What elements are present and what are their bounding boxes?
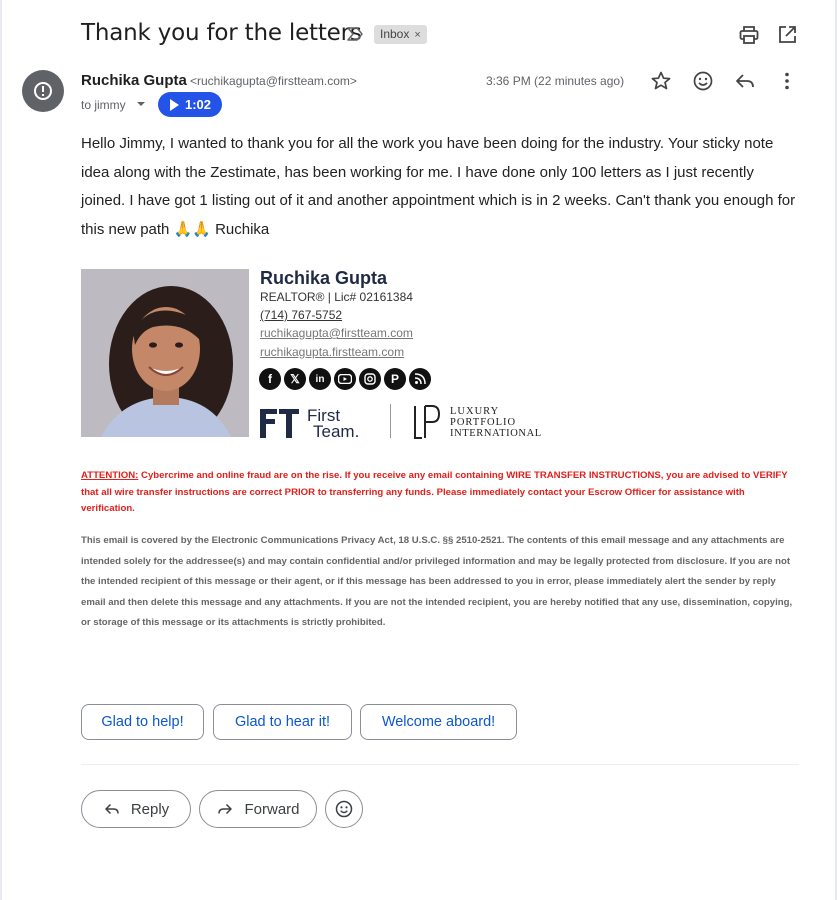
signature-email-link[interactable]: ruchikagupta@firstteam.com [260,326,413,340]
email-timestamp: 3:36 PM (22 minutes ago) [486,74,625,88]
smart-reply-glad-to-hear-it[interactable]: Glad to hear it! [213,704,352,740]
show-details-chevron-icon[interactable] [136,100,146,108]
logo-text-team: Team. [313,422,360,441]
inbox-label-chip [374,25,427,44]
forward-icon [216,800,234,818]
signature-name: Ruchika Gupta [260,268,388,288]
forward-button[interactable] [199,790,317,828]
add-reaction-emoji-icon[interactable] [691,69,715,93]
smart-reply-welcome-aboard[interactable]: Welcome aboard! [360,704,517,740]
forward-label: Forward [244,800,300,818]
rss-icon[interactable] [409,368,431,390]
logo-text-first: First [307,406,341,425]
signature-website-link[interactable]: ruchikagupta.firstteam.com [260,345,405,359]
audio-duration: 1:02 [184,97,212,112]
more-options-icon[interactable] [775,69,799,93]
divider [81,764,799,765]
reply-icon[interactable] [733,69,757,93]
attention-label: ATTENTION: [81,470,139,481]
label-text: Inbox [380,27,410,41]
logo-divider [390,404,391,438]
logo-text-luxury: LUXURY [450,406,500,417]
importance-marker-icon[interactable] [346,26,364,42]
signature-title-license: REALTOR® | Lic# 02161384 [260,290,413,304]
reply-label: Reply [130,800,170,818]
x-icon[interactable]: 𝕏 [284,368,306,390]
open-in-new-window-icon[interactable] [775,23,799,47]
star-icon[interactable] [649,69,673,93]
smart-reply-glad-to-help[interactable]: Glad to help! [81,704,204,740]
signature-phone-link[interactable]: (714) 767-5752 [260,308,343,322]
social-links [259,368,431,390]
first-team-logo [259,403,371,441]
instagram-icon[interactable] [359,368,381,390]
reply-button[interactable] [81,790,191,828]
alert-icon [22,70,64,112]
youtube-icon[interactable] [334,368,356,390]
play-icon [169,99,179,111]
portrait-image [81,269,249,437]
facebook-icon[interactable]: f [259,368,281,390]
sender-name[interactable]: Ruchika Gupta [81,72,187,89]
print-icon[interactable] [737,23,761,47]
emoji-icon [334,799,354,819]
linkedin-icon[interactable]: in [309,368,331,390]
recipients-line: to jimmy [81,98,126,112]
reply-icon [103,800,121,818]
email-body: Hello Jimmy, I wanted to thank you for all the work you have been doing for the industry. Your sticky note idea along with the Zestimate, has been working for me. I have done only 100 letters as I just recently joined. I have got 1 listing out of it and another appointment which is in 2 weeks. Can't thank you enough for this new path 🙏🙏 Ruchika [81,135,796,238]
pinterest-icon[interactable]: P [384,368,406,390]
sender-email: <ruchikagupta@firstteam.com> [190,74,357,88]
luxury-portfolio-logo [412,402,552,442]
privacy-disclaimer: This email is covered by the Electronic Communications Privacy Act, 18 U.S.C. §§ 2510-2521. The contents of this email message and any attachments are intended solely for the addressee(s) and may contain confidential and/or privileged information and may be legally protected from disclosure. If you are not the intended recipient of this message or their agent, or if this message has been addressed to you in error, please immediately alert the sender by reply email and then delete this message and any attachments. If you are not the intended recipient, you are hereby notified that any use, dissemination, copying, or storage of this message or its attachments is strictly prohibited. [81,535,793,629]
emoji-reaction-button[interactable] [325,790,363,828]
logo-text-portfolio: PORTFOLIO [450,417,517,428]
audio-play-button[interactable] [158,92,222,117]
signature-photo [81,269,249,437]
wire-fraud-warning [81,468,799,518]
logo-text-international: INTERNATIONAL [450,428,542,439]
attention-text: Cybercrime and online fraud are on the rise. If you receive any email containing WIRE TRANSFER INSTRUCTIONS, you are advised to VERIFY that all wire transfer instructions are correct PRIOR to transferring any funds. Please immediately contact your Escrow Officer for assistance with verification. [81,470,788,514]
email-subject: Thank you for the letters [81,20,362,46]
remove-label-icon[interactable]: × [414,29,421,41]
sender-avatar[interactable] [22,70,64,112]
